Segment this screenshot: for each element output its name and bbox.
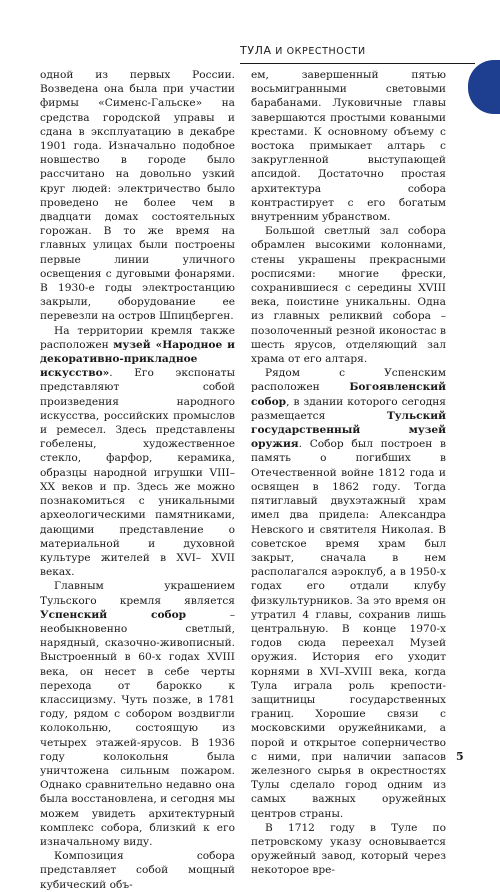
text-run: . Собор был построен в память о погибших в Отечественной войне 1812 года и освящен в 1862 году. Тогда пятиглавый двухэтажный храм имел два придела: Александра Невского и святителя Николая. В советское время храм был закрыт, сначала в нем располагался аэроклуб, а в 1950-х годах его отдали клубу физкультурников. За это время он утратил 4 главы, сохранив лишь центральную. В конце 1970-х годов сюда переехал Музей оружия. История его уходит корнями в XVI–XVIII века, когда Тула играла роль крепости-защитницы государственных границ. Хорошие связи с московскими оружейниками, а порой и открытое соперничество с ними, при наличии запасов железного сырья в окрестностях Тулы сделало город одним из самых важных оружейных центров страны.: [251, 438, 446, 820]
cathedral-name-bold: Богоявленский собор: [251, 381, 446, 408]
header-title-rest: И ОКРЕСТНОСТИ: [271, 46, 366, 57]
right-column: [251, 68, 446, 878]
paragraph: ем, завершенный пятью восьмигранными световыми барабанами. Луковичные главы завершаются простыми коваными крестами. К основному объему с востока примыкает алтарь с закругленной выступающей апсидой. Достаточно простая архитектура собора контрастирует с его богатым внутренним убранством.: [251, 69, 446, 224]
paragraph: Большой светлый зал собора обрамлен высокими колоннами, стены украшены прекрасными росписями: многие фрески, сохранившиеся с середины XVIII века, поистине уникальны. Одна из главных реликвий собора – позолоченный резной иконостас в шесть ярусов, отделяющий зал храма от его алтаря.: [251, 225, 446, 366]
left-column: [40, 68, 235, 892]
page-number: 5: [456, 750, 464, 763]
text-run: Главным украшением Тульского кремля является: [40, 580, 235, 607]
museum-name-bold: Тульский государственный музей оружия: [251, 409, 446, 451]
paragraph: [40, 324, 235, 580]
text-run: На территории кремля также расположен: [40, 324, 235, 351]
paragraph: [251, 366, 446, 821]
paragraph: В 1712 году в Туле по петровскому указу основывается оружейный завод, который через некоторое вре-: [251, 821, 446, 877]
text-run: Рядом с Успенским расположен: [251, 367, 446, 394]
text-run: , в здании которого сегодня размещается: [251, 395, 446, 422]
paragraph: Композиция собора представляет собой мощный кубический объ-: [40, 850, 235, 891]
text-run: . Его экспонаты представляют собой произведения народного искусства, российских промыслов и ремесел. Здесь представлены гобелены, художественное стекло, фарфор, керамика, образцы народной игрушки VIII–XX веков и пр. Здесь же можно познакомиться с уникальными археологическими памятниками, дающими представление о материальной и духовной культуре жителей в XVI– XVII веках.: [40, 367, 235, 579]
chapter-tab-marker: [468, 60, 500, 114]
header-title-main: ТУЛА: [240, 44, 272, 57]
museum-name-bold: музей «Народное и декоративно-прикладное искусство»: [40, 338, 235, 380]
running-header: [240, 44, 472, 57]
text-run: – необыкновенно светлый, нарядный, сказочно-живописный. Выстроенный в 60-х годах XVIII века, он несет в себе черты перехода от барокко к классицизму. Чуть позже, в 1781 году, рядом с собором воздвигли колокольню, состоящую из четырех этажей-ярусов. В 1936 году колокольня была уничтожена сильным пожаром. Однако сравнительно недавно она была восстановлена, и сегодня мы можем увидеть архитектурный комплекс собора, близкий к его изначальному виду.: [40, 608, 235, 848]
paragraph: одной из первых России. Возведена она была при участии фирмы «Сименс-Гальске» на средства городской управы и сдана в эксплуатацию в декабре 1901 года. Изначально подобное новшество в городе было рассчитано на довольно узкий круг людей: электричество было проведено не более чем в двадцати домах состоятельных горожан. В то же время на главных улицах были построены первые линии уличного освещения с дуговыми фонарями. В 1930-е годы электростанцию закрыли, оборудование ее перевезли на остров Шпицберген.: [40, 69, 235, 323]
paragraph: [40, 579, 235, 849]
cathedral-name-bold: Успенский собор: [40, 608, 187, 621]
header-rule: [240, 63, 475, 64]
